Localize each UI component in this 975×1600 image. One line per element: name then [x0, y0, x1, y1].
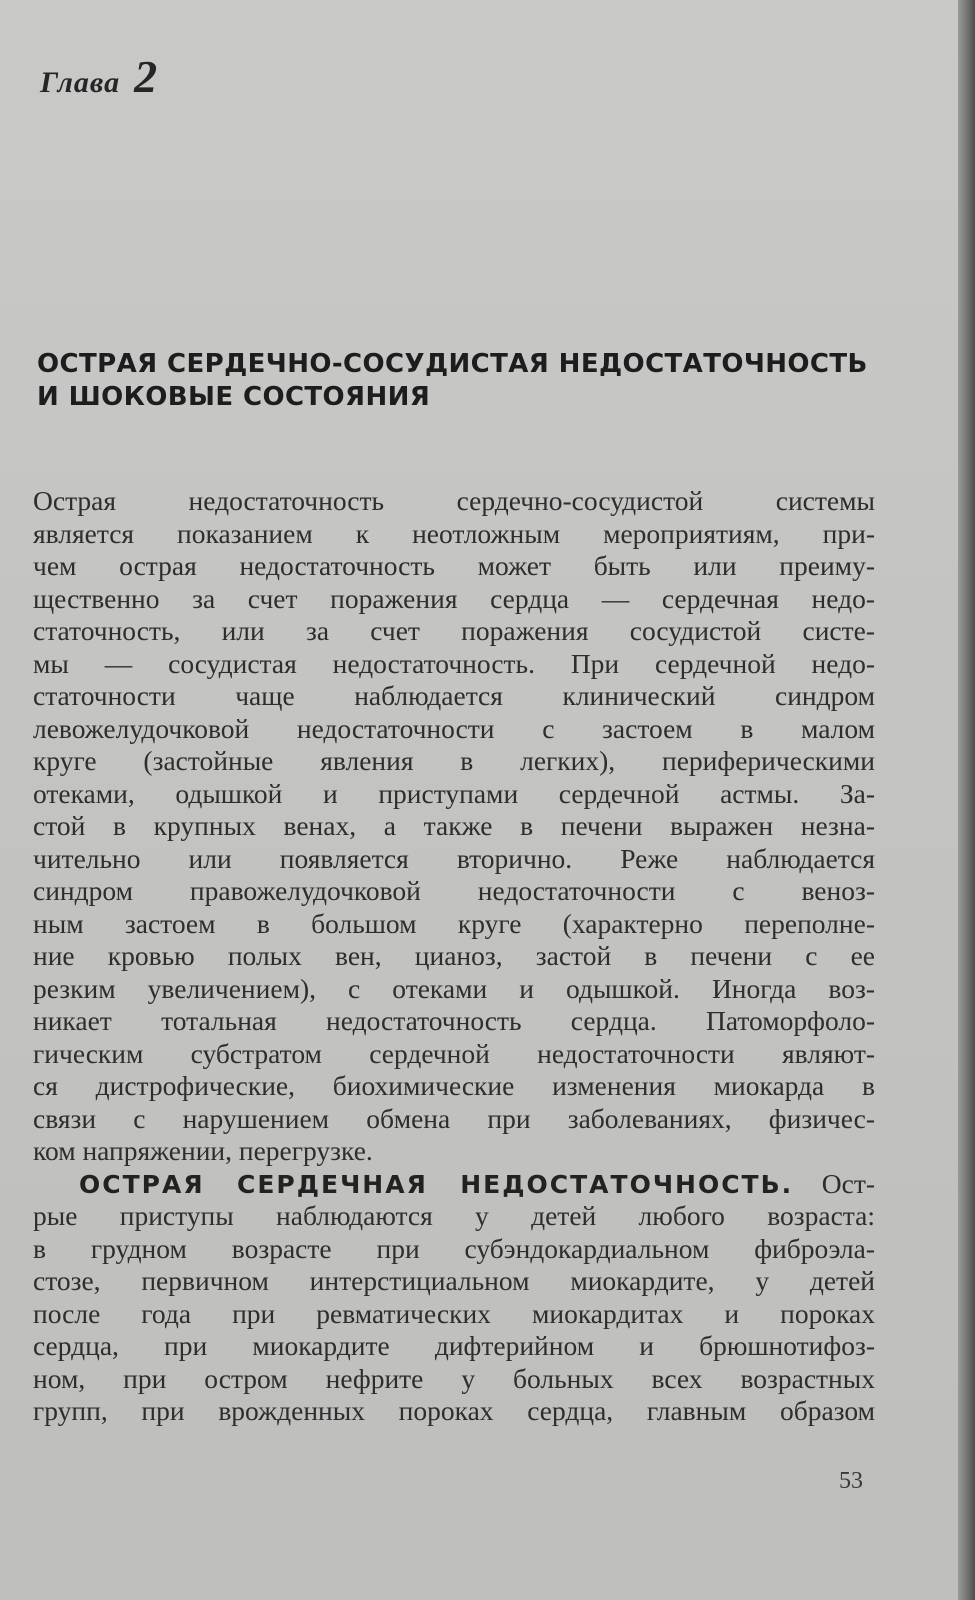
text-line: синдром правожелудочковой недостаточности с веноз-	[33, 875, 875, 906]
text-line: круге (застойные явления в легких), периферическими	[33, 745, 875, 776]
run-in-heading: ОСТРАЯ СЕРДЕЧНАЯ НЕДОСТАТОЧНОСТЬ.	[79, 1169, 794, 1199]
text-line: никает тотальная недостаточность сердца. Патоморфоло-	[33, 1005, 875, 1036]
text-line: гическим субстратом сердечной недостаточности являют-	[33, 1037, 875, 1069]
chapter-title-line: И ШОКОВЫЕ СОСТОЯНИЯ	[37, 382, 431, 412]
text-line: отеками, одышкой и приступами сердечной астмы. За-	[33, 777, 875, 809]
page-edge-shadow	[958, 0, 975, 1600]
text-line: Острая недостаточность сердечно-сосудистой системы	[33, 485, 875, 516]
text-line: стозе, первичном интерстициальном миокардите, у детей	[33, 1265, 875, 1296]
text-line: в грудном возрасте при субэндокардиальном фиброэла-	[33, 1232, 875, 1264]
text-line: чем острая недостаточность может быть или преиму-	[33, 550, 875, 581]
text-line: ние кровью полых вен, цианоз, застой в печени с ее	[33, 940, 875, 971]
text-line: чительно или появляется вторично. Реже наблюдается	[33, 842, 875, 874]
chapter-label: Глава	[40, 66, 121, 99]
text-line: ном, при остром нефрите у больных всех возрастных	[33, 1362, 875, 1394]
subheading-tail: Ост-	[793, 1167, 875, 1199]
text-line: статочность, или за счет поражения сосудистой систе-	[33, 615, 875, 646]
text-line: резким увеличением), с отеками и одышкой. Иногда воз-	[33, 972, 875, 1004]
text-line: является показанием к неотложным мероприятиям, при-	[33, 517, 875, 549]
chapter-number: 2	[134, 51, 158, 102]
text-line: после года при ревматических миокардитах и пороках	[33, 1297, 875, 1329]
chapter-heading	[40, 50, 157, 103]
text-line: стой в крупных венах, а также в печени выражен незна-	[33, 810, 875, 841]
subheading-line	[33, 1168, 875, 1201]
text-line: щественно за счет поражения сердца — сердечная недо-	[33, 582, 875, 614]
text-line: ся дистрофические, биохимические изменения миокарда в	[33, 1070, 875, 1101]
text-line: рые приступы наблюдаются у детей любого возраста:	[33, 1200, 875, 1231]
text-line: сердца, при миокардите дифтерийном и брюшнотифоз-	[33, 1330, 875, 1361]
text-line: мы — сосудистая недостаточность. При сердечной недо-	[33, 647, 875, 679]
text-line: статочности чаще наблюдается клинический синдром	[33, 680, 875, 711]
body-text	[33, 485, 875, 1428]
text-line: ным застоем в большом круге (характерно переполне-	[33, 907, 875, 939]
text-line: групп, при врожденных пороках сердца, главным образом	[33, 1395, 875, 1426]
text-line: ком напряжении, перегрузке.	[33, 1135, 373, 1166]
chapter-title	[37, 348, 917, 414]
text-line: левожелудочковой недостаточности с застоем в малом	[33, 712, 875, 744]
chapter-title-line: ОСТРАЯ СЕРДЕЧНО-СОСУДИСТАЯ НЕДОСТАТОЧНОСТЬ	[37, 349, 868, 379]
text-line: связи с нарушением обмена при заболеваниях, физичес-	[33, 1102, 875, 1134]
page-number: 53	[839, 1468, 863, 1494]
